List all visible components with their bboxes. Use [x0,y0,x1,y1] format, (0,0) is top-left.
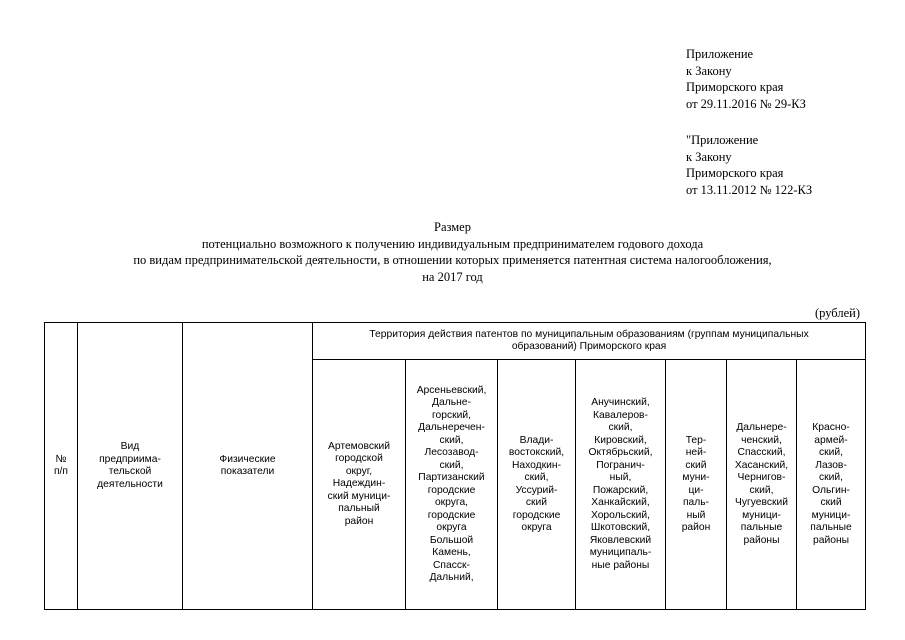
cell-text-line: пальные [810,522,852,533]
appendix-line: "Приложение [686,133,759,147]
cell-text-line: район [344,515,374,527]
territory-group-2 [406,360,498,610]
table-header-row [45,323,866,360]
column-header-activity [78,323,183,610]
cell-text-line: районы [813,534,850,546]
cell-text-line: район [681,522,711,533]
cell-text-line: округ, [345,465,373,477]
column-header-indicators [183,323,313,610]
cell-text-line: Чернигов- [737,472,786,483]
cell-text-line: Дальнеречен- [418,422,485,433]
cell-text-line: ский муници- [327,490,391,502]
appendix-line: Приморского края [686,80,784,94]
cell-text-line: ци- [688,484,704,496]
cell-text-line: Большой [429,534,474,546]
column-header-territory [313,323,866,360]
appendix-block-original [686,132,812,198]
income-table [44,322,866,610]
cell-text-line: Партизанский [418,472,485,483]
cell-text-line: Спасск- [433,559,470,571]
document-heading [0,219,905,285]
cell-text-line: ский, [819,472,844,483]
cell-text-line: Дальний, [429,572,474,583]
cell-text-line: ский, [439,459,464,471]
unit-label: (рублей) [814,306,860,320]
cell-text-line: армей- [814,434,848,446]
appendix-line: Приморского края [686,166,784,180]
cell-text-line: Тер- [685,434,707,446]
cell-text-line: Хасанский, [734,459,789,471]
cell-text-line: муни- [682,472,710,483]
cell-text-line: Находкин- [511,459,562,471]
cell-text-line: ченский, [741,434,782,446]
cell-text-line: Красно- [812,422,850,433]
cell-text-line: образований) Приморского края [511,341,667,352]
cell-text-line: муниципаль- [589,547,652,558]
cell-text-line: округа [436,522,467,533]
heading-line: Размер [434,220,471,234]
cell-text-line: востокский, [508,447,565,458]
territory-group-4 [576,360,666,610]
cell-text-line: Камень, [432,547,471,558]
cell-text-line: Дальнере- [736,422,787,433]
cell-text-line: ский [685,459,707,471]
cell-text-line: городские [512,509,561,521]
cell-text-line: показатели [220,466,275,477]
territory-group-6 [727,360,797,610]
cell-text-line: Артемовский [327,440,390,452]
cell-text-line: № [55,453,67,465]
cell-text-line: предприима- [99,453,161,465]
cell-text-line: Территория действия патентов по муниципальным образованиям (группам муниципальных [369,328,809,340]
cell-text-line: городские [427,509,476,521]
cell-text-line: районы [743,534,780,546]
cell-text-line: ский, [749,484,774,496]
cell-text-line: Арсеньевский, [416,384,487,396]
cell-text-line: Чугуевский [734,497,789,508]
cell-text-line: Яковлевский [589,534,652,546]
cell-text-line: городской [335,453,383,465]
cell-text-line: Лесозавод- [424,447,479,458]
cell-text-line: тельской [108,466,152,477]
territory-group-3 [498,360,576,610]
cell-text-line: Ханкайский, [591,497,650,508]
cell-text-line: Анучинский, [591,397,650,408]
territory-group-1 [313,360,406,610]
cell-text-line: ные районы [591,559,650,571]
cell-text-line: деятельности [97,478,163,490]
cell-text-line: Влади- [519,434,554,446]
appendix-line: к Закону [686,63,732,78]
cell-text-line: Вид [120,441,140,452]
appendix-line: от 29.11.2016 № 29-КЗ [686,96,806,111]
cell-text-line: ней- [685,447,707,458]
heading-line: по видам предпринимательской деятельности, в отношении которых применяется патентная система налогообложения, [133,253,772,267]
cell-text-line: Уссурий- [515,484,558,496]
territory-group-7 [797,360,866,610]
cell-text-line: Кавалеров- [593,409,648,421]
cell-text-line: Спасский, [737,447,786,458]
cell-text-line: Кировский, [594,434,647,446]
cell-text-line: пальные [740,522,783,533]
cell-text-line: ский [525,497,548,508]
cell-text-line: горский, [431,409,471,421]
cell-text-line: Физические [219,453,276,465]
appendix-line: к Закону [686,149,732,164]
cell-text-line: паль- [682,497,710,508]
cell-text-line: городские [427,484,476,496]
cell-text-line: ский, [608,422,633,433]
cell-text-line: п/п [53,466,68,477]
cell-text-line: Хорольский, [590,509,651,521]
cell-text-line: Шкотовский, [590,522,651,533]
cell-text-line: Ольгин- [812,484,850,496]
cell-text-line: ский, [524,472,549,483]
cell-text-line: пальный [338,503,380,515]
cell-text-line: Надеждин- [332,478,386,490]
cell-text-line: ный, [609,472,632,483]
cell-text-line: ский [820,497,842,508]
cell-text-line: Пожарский, [592,484,649,496]
cell-text-line: муници- [811,509,851,521]
heading-line: потенциально возможного к получению индивидуальным предпринимателем годового дохода [201,236,704,251]
appendix-line: Приложение [686,47,754,61]
appendix-block-current [686,46,806,112]
cell-text-line: Октябрьский, [588,447,653,458]
cell-text-line: округа, [434,497,469,508]
cell-text-line: муници- [742,509,781,521]
cell-text-line: Дальне- [432,397,471,408]
cell-text-line: ский, [439,434,464,446]
appendix-line: от 13.11.2012 № 122-КЗ [686,182,813,197]
cell-text-line: Лазов- [815,459,847,471]
column-header-number [45,323,78,610]
heading-line: на 2017 год [422,269,483,284]
cell-text-line: ский, [819,447,844,458]
cell-text-line: округа [521,522,552,533]
territory-group-5 [666,360,727,610]
cell-text-line: ный [686,509,706,521]
cell-text-line: Погранич- [596,459,645,471]
